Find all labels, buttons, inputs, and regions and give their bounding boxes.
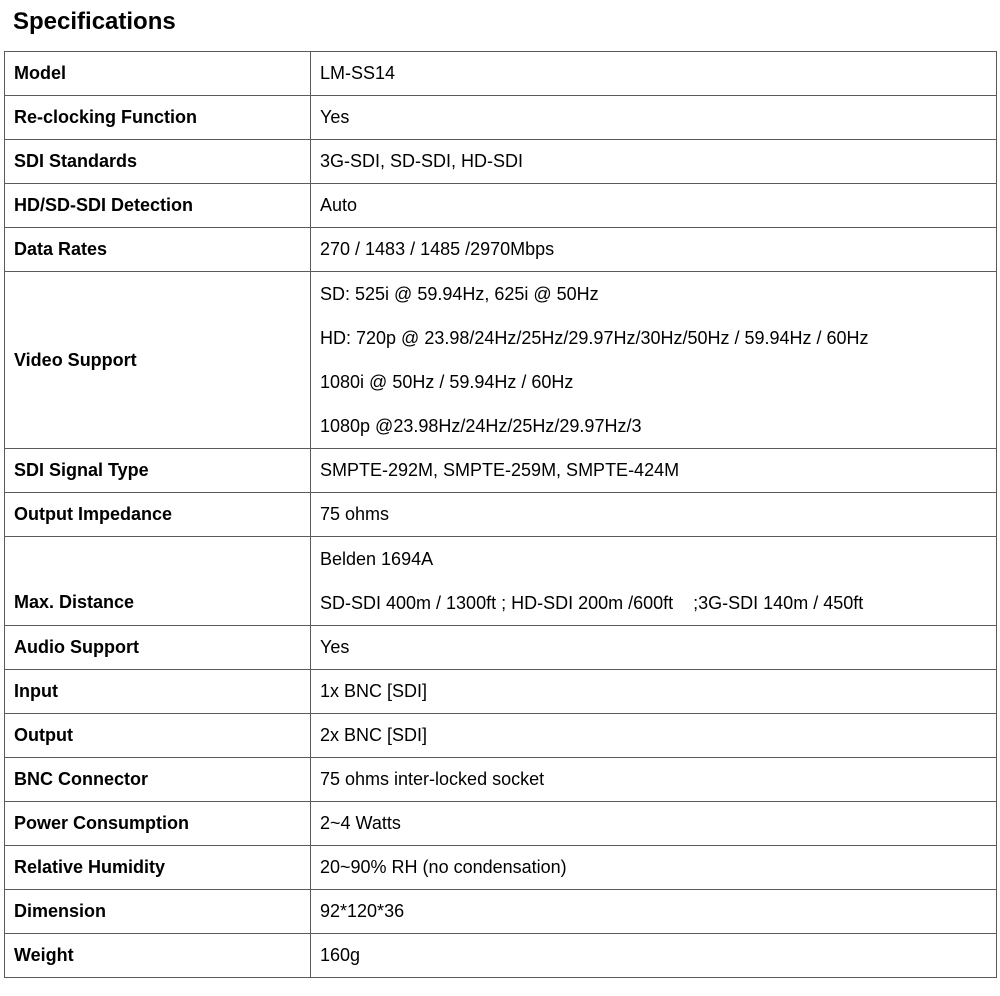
spec-value-line: Belden 1694A bbox=[320, 549, 434, 569]
spec-label: Video Support bbox=[5, 272, 311, 449]
table-row bbox=[5, 890, 997, 934]
spec-value bbox=[311, 537, 997, 626]
spec-label: Output Impedance bbox=[5, 493, 311, 537]
spec-label: Input bbox=[5, 670, 311, 714]
spec-label: SDI Signal Type bbox=[5, 449, 311, 493]
spec-value: 160g bbox=[311, 934, 997, 978]
spec-label: Re-clocking Function bbox=[5, 96, 311, 140]
spec-value: 92*120*36 bbox=[311, 890, 997, 934]
table-row bbox=[5, 670, 997, 714]
spec-value: Yes bbox=[311, 96, 997, 140]
spec-value: 75 ohms inter-locked socket bbox=[311, 758, 997, 802]
table-row bbox=[5, 626, 997, 670]
table-row bbox=[5, 449, 997, 493]
spec-label: SDI Standards bbox=[5, 140, 311, 184]
table-row bbox=[5, 493, 997, 537]
spec-value-line: HD: 720p @ 23.98/24Hz/25Hz/29.97Hz/30Hz/50Hz / 59.94Hz / 60Hz bbox=[320, 328, 869, 348]
spec-value bbox=[311, 272, 997, 449]
spec-value: 3G-SDI, SD-SDI, HD-SDI bbox=[311, 140, 997, 184]
spec-label: Dimension bbox=[5, 890, 311, 934]
spec-value: Auto bbox=[311, 184, 997, 228]
spec-value: 2x BNC [SDI] bbox=[311, 714, 997, 758]
spec-value: SMPTE-292M, SMPTE-259M, SMPTE-424M bbox=[311, 449, 997, 493]
spec-value-line: 1080p @23.98Hz/24Hz/25Hz/29.97Hz/3 bbox=[320, 416, 642, 436]
spec-label: Power Consumption bbox=[5, 802, 311, 846]
spec-label: Data Rates bbox=[5, 228, 311, 272]
spec-value-line: 1080i @ 50Hz / 59.94Hz / 60Hz bbox=[320, 372, 574, 392]
table-row bbox=[5, 934, 997, 978]
table-row bbox=[5, 758, 997, 802]
table-row bbox=[5, 272, 997, 449]
table-row bbox=[5, 184, 997, 228]
spec-value: 75 ohms bbox=[311, 493, 997, 537]
spec-label: BNC Connector bbox=[5, 758, 311, 802]
spec-label: Model bbox=[5, 52, 311, 96]
specifications-table bbox=[4, 51, 997, 978]
spec-label: Relative Humidity bbox=[5, 846, 311, 890]
table-row bbox=[5, 96, 997, 140]
spec-label: Audio Support bbox=[5, 626, 311, 670]
spec-value: 1x BNC [SDI] bbox=[311, 670, 997, 714]
spec-value: 270 / 1483 / 1485 /2970Mbps bbox=[311, 228, 997, 272]
table-row bbox=[5, 714, 997, 758]
page-title: Specifications bbox=[13, 8, 176, 35]
spec-value-line: SD-SDI 400m / 1300ft ; HD-SDI 200m /600ft ;3G-SDI 140m / 450ft bbox=[320, 593, 864, 613]
table-row bbox=[5, 228, 997, 272]
spec-value: Yes bbox=[311, 626, 997, 670]
spec-value: LM-SS14 bbox=[311, 52, 997, 96]
table-row bbox=[5, 52, 997, 96]
spec-label: Weight bbox=[5, 934, 311, 978]
spec-value: 2~4 Watts bbox=[311, 802, 997, 846]
spec-value-line: SD: 525i @ 59.94Hz, 625i @ 50Hz bbox=[320, 284, 599, 304]
table-row bbox=[5, 537, 997, 626]
spec-label: HD/SD-SDI Detection bbox=[5, 184, 311, 228]
spec-value: 20~90% RH (no condensation) bbox=[311, 846, 997, 890]
table-row bbox=[5, 140, 997, 184]
table-row bbox=[5, 802, 997, 846]
spec-label: Output bbox=[5, 714, 311, 758]
table-row bbox=[5, 846, 997, 890]
spec-label: Max. Distance bbox=[5, 537, 311, 626]
